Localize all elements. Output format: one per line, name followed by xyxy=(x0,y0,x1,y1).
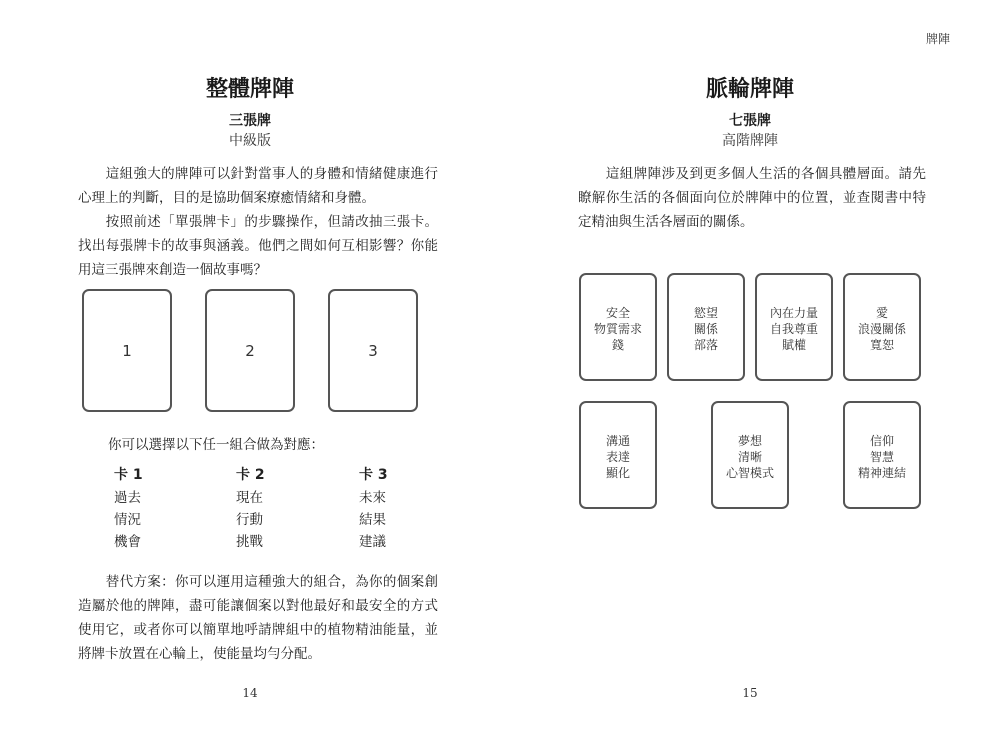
page-number: 15 xyxy=(742,686,758,700)
card-line: 智慧 xyxy=(869,450,894,464)
card-number: 2 xyxy=(245,341,255,360)
chakra-card-root xyxy=(579,273,657,381)
intro-paragraph: 這組強大的牌陣可以針對當事人的身體和情緒健康進行心理上的判斷，目的是協助個案療癒情緒和身體。 xyxy=(78,166,438,206)
card-line: 關係 xyxy=(693,322,718,336)
column-item: 建議 xyxy=(359,534,386,550)
card-line: 心智模式 xyxy=(725,466,774,480)
card-line: 顯化 xyxy=(605,466,630,480)
choice-column-1 xyxy=(114,464,143,553)
choices-intro: 你可以選擇以下任一組合做為對應： xyxy=(108,437,324,453)
card-line: 慾望 xyxy=(693,306,718,320)
column-item: 過去 xyxy=(114,490,141,506)
spread-level: 高階牌陣 xyxy=(722,133,778,149)
card-line: 賦權 xyxy=(781,338,806,352)
column-head: 卡 3 xyxy=(359,467,388,483)
card-line: 浪漫關係 xyxy=(857,322,906,336)
chakra-card-sacral xyxy=(667,273,745,381)
card-line: 內在力量 xyxy=(769,306,818,320)
column-item: 挑戰 xyxy=(236,534,263,550)
card-slot-3 xyxy=(328,289,418,412)
column-item: 結果 xyxy=(359,512,386,528)
choice-column-2 xyxy=(236,464,265,553)
card-line: 夢想 xyxy=(737,434,762,448)
column-head: 卡 1 xyxy=(114,467,143,483)
page-title: 脈輪牌陣 xyxy=(705,76,794,102)
alternative-paragraph: 替代方案：你可以運用這種強大的組合，為你的個案創造屬於他的牌陣，盡可能讓個案以對他最好和最安全的方式使用它，或者你可以簡單地呼請牌組中的植物精油能量，並將牌卡放置在心輪上，使能量均勻分配。 xyxy=(78,574,438,662)
card-number: 3 xyxy=(368,341,378,360)
spread-level: 中級版 xyxy=(229,133,271,149)
card-line: 部落 xyxy=(693,338,718,352)
card-number: 1 xyxy=(122,341,132,360)
choice-column-3 xyxy=(359,464,388,553)
card-line: 信仰 xyxy=(869,434,894,448)
spread-subtitle: 七張牌 xyxy=(729,113,771,129)
card-line: 自我尊重 xyxy=(769,322,818,336)
card-line: 安全 xyxy=(605,306,630,320)
card-line: 表達 xyxy=(605,450,630,464)
chakra-card-solar-plexus xyxy=(755,273,833,381)
chakra-card-throat xyxy=(579,401,657,509)
spread-subtitle: 三張牌 xyxy=(229,113,271,129)
intro-paragraph: 這組牌陣涉及到更多個人生活的各個具體層面。請先瞭解你生活的各個面向位於牌陣中的位置，並查閱書中特定精油與生活各層面的關係。 xyxy=(578,166,926,230)
card-line: 錢 xyxy=(611,338,624,352)
page-number: 14 xyxy=(242,686,258,700)
card-line: 精神連結 xyxy=(857,466,906,480)
column-item: 現在 xyxy=(236,490,263,506)
right-page xyxy=(500,0,1000,734)
card-line: 愛 xyxy=(875,306,888,320)
column-head: 卡 2 xyxy=(236,467,265,483)
running-head: 牌陣 xyxy=(925,32,950,46)
card-line: 清晰 xyxy=(737,450,762,464)
instruction-paragraph: 按照前述「單張牌卡」的步驟操作，但請改抽三張卡。找出每張牌卡的故事與涵義。他們之間如何互相影響？你能用這三張牌來創造一個故事嗎？ xyxy=(78,214,438,278)
column-item: 未來 xyxy=(359,490,386,506)
column-item: 情況 xyxy=(114,512,141,528)
card-slot-2 xyxy=(205,289,295,412)
column-item: 行動 xyxy=(236,512,263,528)
card-line: 溝通 xyxy=(605,434,630,448)
chakra-card-third-eye xyxy=(711,401,789,509)
card-slot-1 xyxy=(82,289,172,412)
card-line: 物質需求 xyxy=(593,322,642,336)
column-item: 機會 xyxy=(114,534,141,550)
page-title: 整體牌陣 xyxy=(205,76,294,102)
card-line: 寬恕 xyxy=(869,338,894,352)
chakra-card-crown xyxy=(843,401,921,509)
chakra-card-heart xyxy=(843,273,921,381)
